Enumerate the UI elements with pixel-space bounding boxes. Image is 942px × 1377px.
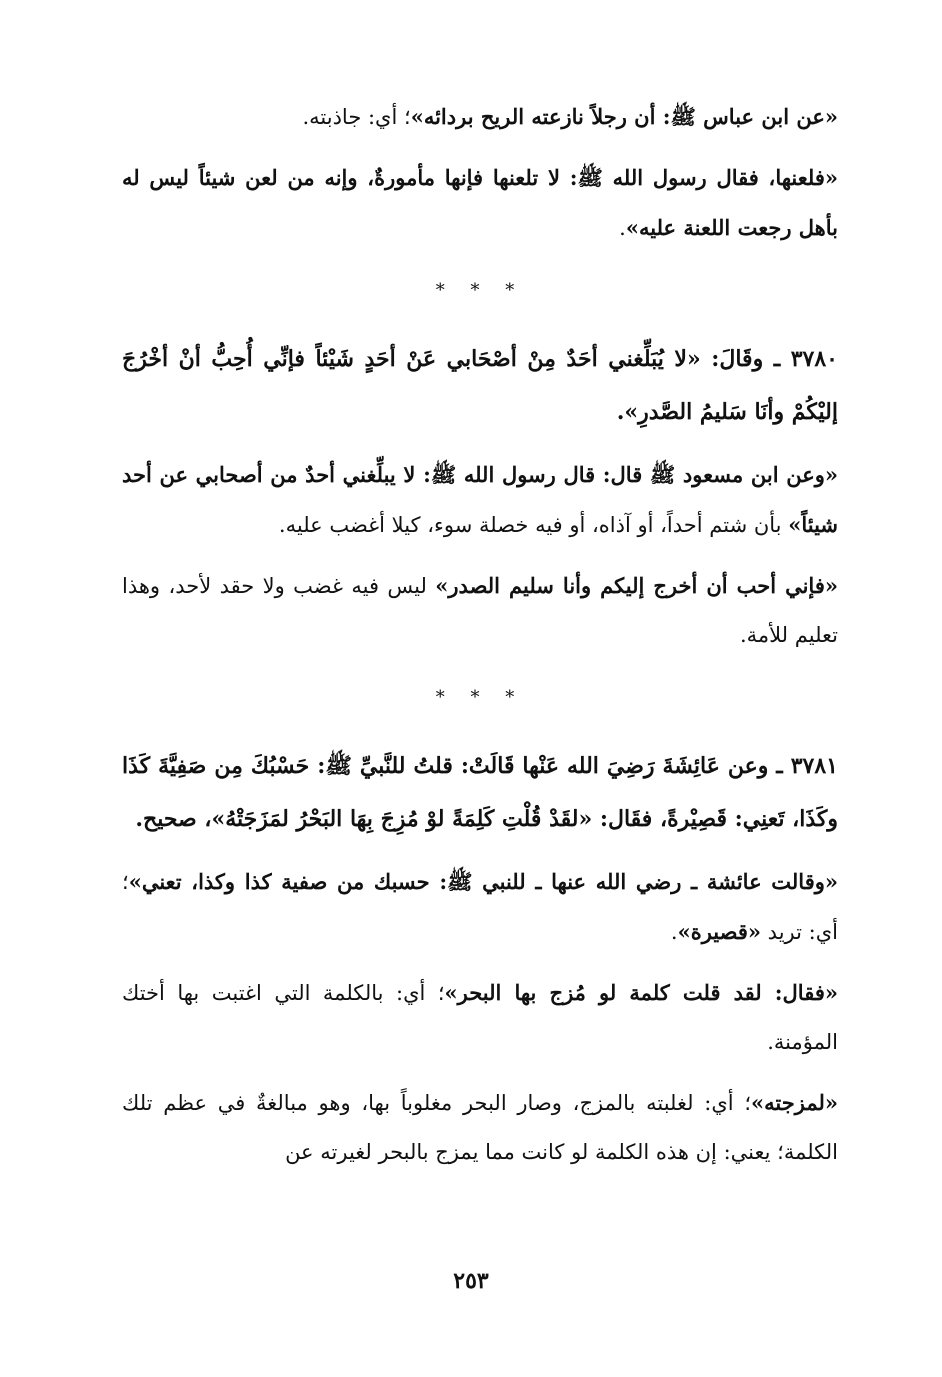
hadith-3781: ٣٧٨١ ـ وعن عَائِشَةَ رَضِيَ الله عَنْها قَالَتْ: قلتُ للنَّبيِّ ﷺ: حَسْبُكَ مِن صَفِيَّةَ كَذَا وكَذَا، تَعنِي: قَصِيْرةً، فقَال: «لقَدْ قُلْتِ كَلِمَةً لوْ مُزِجَ بِهَا البَحْرُ لمَزَجَتْهُ»، صحيح. [122,753,838,832]
hadith-quote: «وعن ابن مسعود ﷺ قال: قال رسول الله ﷺ: لا يبلِّغني أحدٌ من أصحابي عن أحد شيئاً» [122,462,838,537]
hadith-3780: ٣٧٨٠ ـ وقَالَ: «لا يُبَلِّغني أحَدٌ مِنْ أصْحَابي عَنْ أحَدٍ شَيْئاً فإنِّي أُحِبُّ أنْ أخْرُجَ إليْكُمْ وأنَا سَليمُ الصَّدرِ». [122,346,838,425]
page-body [122,92,838,1188]
section-separator: * * * [435,687,525,708]
commentary-text: بأن شتم أحداً، أو آذاه، أو فيه خصلة سوء، كيلا أغضب عليه. [278,513,789,537]
commentary-text: ليس فيه غضب ولا حقد لأحد، وهذا تعليم للأمة. [122,574,838,647]
hadith-quote: «فإني أحب أن أخرج إليكم وأنا سليم الصدر» [435,573,838,598]
commentary-text: ؛ أي: بالكلمة التي اغتبت بها أختك المؤمنة. [122,981,838,1054]
paragraph-commentary-5 [122,857,838,957]
hadith-quote: «وقالت عائشة ـ رضي الله عنها ـ للنبي ﷺ: حسبك من صفية كذا وكذا، تعني» [128,869,838,894]
paragraph-commentary-4 [122,561,838,660]
hadith-quote: «فقال: لقد قلت كلمة لو مُزج بها البحر» [444,980,838,1005]
page-number: ٢٥٣ [453,1268,489,1294]
commentary-text: ؛ أي: لغلبته بالمزج، وصار البحر مغلوباً بها، وهو مبالغةٌ في عظم تلك الكلمة؛ يعني: إن هذه الكلمة لو كانت مما يمزج بالبحر لغيرته عن [122,1091,838,1164]
commentary-text: . [670,920,678,944]
hadith-quote: «قصيرة» [677,919,761,944]
hadith-quote: «فلعنها، فقال رسول الله ﷺ: لا تلعنها فإنها مأمورةٌ، وإنه من لعن شيئاً ليس له بأهل رجعت اللعنة عليه» [122,165,838,240]
paragraph-commentary-6 [122,968,838,1067]
paragraph-commentary-3 [122,450,838,550]
commentary-text: . [619,216,626,240]
paragraph-commentary-2 [122,153,838,253]
paragraph-commentary-7 [122,1078,838,1177]
hadith-quote: «عن ابن عباس ﷺ: أن رجلاً نازعته الريح بردائه» [410,104,838,129]
commentary-text: ؛ أي: تريد [122,870,838,944]
commentary-text: ؛ أي: جاذبته. [302,105,411,129]
section-separator: * * * [435,280,525,301]
hadith-quote: «لمزجته» [751,1090,838,1115]
paragraph-commentary-1 [122,92,838,142]
